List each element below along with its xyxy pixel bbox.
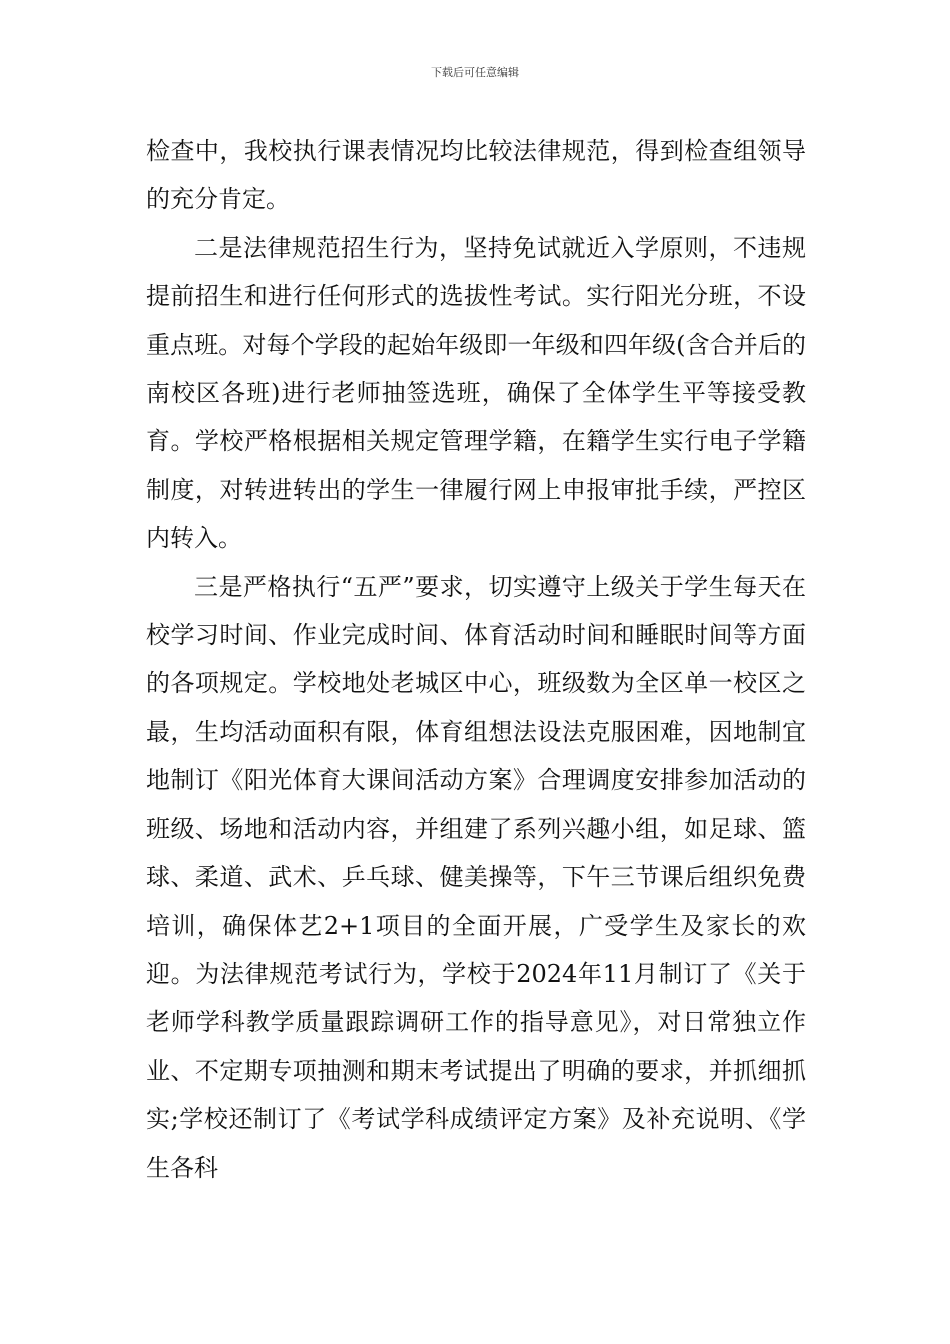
document-body (146, 127, 806, 1192)
page-header-note: 下载后可任意编辑 (431, 66, 519, 79)
paragraph-admissions: 二是法律规范招生行为，坚持免试就近入学原则，不违规提前招生和进行任何形式的选拔性考试。实行阳光分班，不设重点班。对每个学段的起始年级即一年级和四年级(含合并后的南校区各班)进行老师抽签选班，确保了全体学生平等接受教育。学校严格根据相关规定管理学籍，在籍学生实行电子学籍制度，对转进转出的学生一律履行网上申报审批手续，严控区内转入。 (146, 233, 806, 553)
paragraph-five-strict: 三是严格执行“五严”要求，切实遵守上级关于学生每天在校学习时间、作业完成时间、体育活动时间和睡眠时间等方面的各项规定。学校地处老城区中心，班级数为全区单一校区之最，生均活动面积有限，体育组想法设法克服困难，因地制宜地制订《阳光体育大课间活动方案》合理调度安排参加活动的班级、场地和活动内容，并组建了系列兴趣小组，如足球、篮球、柔道、武术、乒乓球、健美操等，下午三节课后组织免费培训，确保体艺2+1项目的全面开展，广受学生及家长的欢迎。为法律规范考试行为，学校于2024年11月制订了《关于老师学科教学质量跟踪调研工作的指导意见》，对日常独立作业、不定期专项抽测和期末考试提出了明确的要求，并抓细抓实;学校还制订了《考试学科成绩评定方案》及补充说明、《学生各科 (146, 572, 806, 1182)
paragraph-continuation: 检查中，我校执行课表情况均比较法律规范，得到检查组领导的充分肯定。 (146, 137, 806, 214)
